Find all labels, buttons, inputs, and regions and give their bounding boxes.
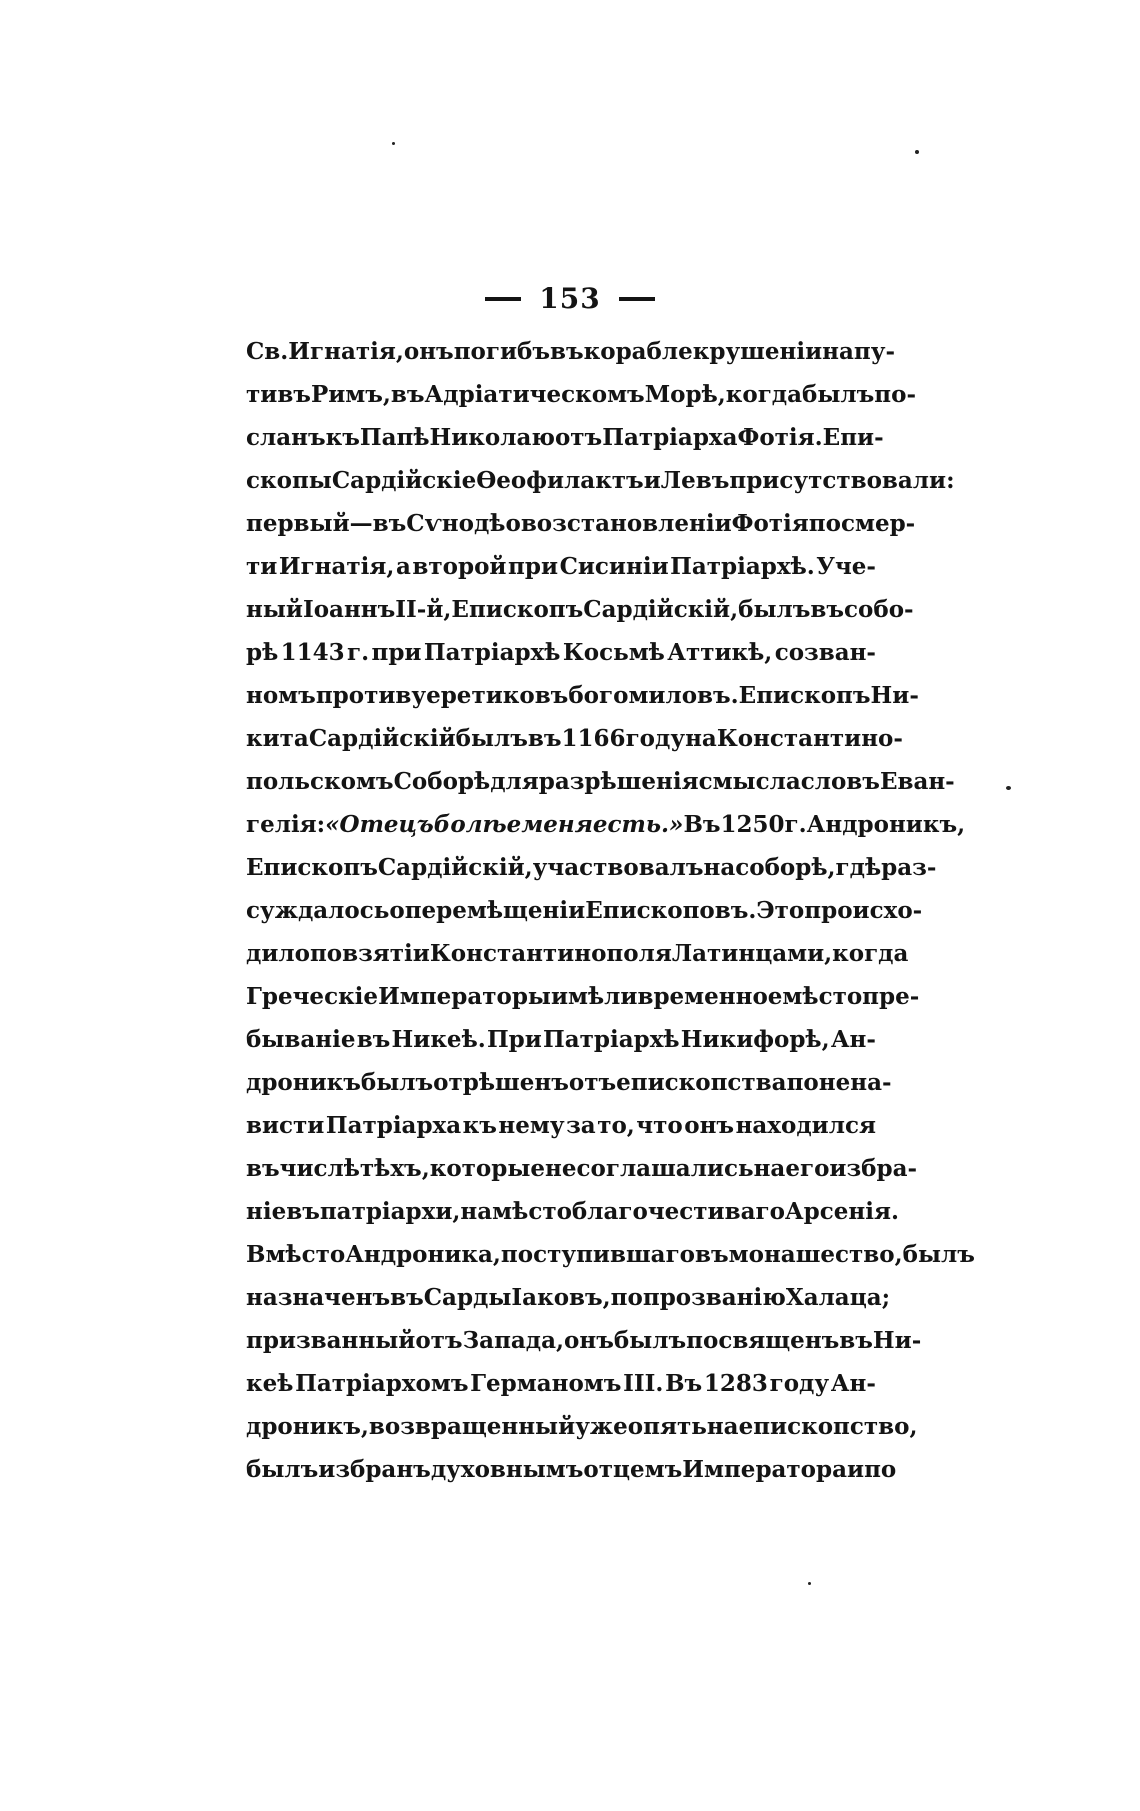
text-line: ный Іоаннъ II-й, Епископъ Сардійскій, былъ въ собо- xyxy=(246,596,914,623)
text-line: назначенъ въ Сарды Іаковъ, по прозванію Халаца; xyxy=(246,1284,891,1311)
text-line: гелія: «Отецъ болѣе меня есть.» Въ 1250 г. Андроникъ, xyxy=(246,811,966,838)
page-number: 153 xyxy=(539,282,601,315)
text-line: сланъ къ Папѣ Николаю отъ Патріарха Фотія. Епи- xyxy=(246,424,884,451)
text-line: дило по взятіи Константинополя Латинцами, когда xyxy=(246,940,909,967)
text-line: ти въ Римъ, въ Адріатическомъ Морѣ, когда былъ по- xyxy=(246,381,917,408)
text-line: ніе въ патріархи, на мѣсто благочестиваго Арсенія. xyxy=(246,1198,899,1225)
body-text xyxy=(246,330,975,1491)
text-line: первый — въ Сѵнодѣ о возстановленіи Фотія по смер- xyxy=(246,510,916,537)
right-dash xyxy=(619,297,655,301)
text-line: Епископъ Сардійскій, участвовалъ на соборѣ, гдѣ раз- xyxy=(246,854,937,881)
text-line: висти Патріарха къ нему за то, что онъ находился xyxy=(246,1112,876,1139)
text-line: дроникъ былъ отрѣшенъ отъ епископства по нена- xyxy=(246,1069,892,1096)
left-dash xyxy=(485,297,521,301)
text-line: дроникъ, возвращенный уже опять на епископство, xyxy=(246,1413,918,1440)
text-line: призванный отъ Запада, онъ былъ посвященъ въ Ни- xyxy=(246,1327,922,1354)
text-line: польскомъ Соборѣ для разрѣшенія смысла словъ Еван- xyxy=(246,768,955,795)
page-number-header xyxy=(0,282,1140,315)
text-line: номъ противу еретиковъ богомиловъ. Епископъ Ни- xyxy=(246,682,919,709)
text-line: былъ избранъ духовнымъ отцемъ Императора и по xyxy=(246,1456,897,1483)
scan-speck xyxy=(915,150,919,154)
text-line: ти Игнатія, а второй при Сисиніи Патріархѣ. Уче- xyxy=(246,553,876,580)
scan-speck xyxy=(392,142,395,145)
text-line: Св. Игнатія, онъ погибъ въ кораблекрушеніи на пу- xyxy=(246,338,896,365)
text-line: рѣ 1143 г. при Патріархѣ Косьмѣ Аттикѣ, созван- xyxy=(246,639,876,666)
text-line: въ числѣ тѣхъ, которые не соглашались на его избра- xyxy=(246,1155,918,1182)
text-line: бываніе въ Никеѣ. При Патріархѣ Никифорѣ, Ан- xyxy=(246,1026,876,1053)
scan-speck xyxy=(1006,786,1011,790)
text-line: кита Сардійскій былъ въ 1166 году на Константино- xyxy=(246,725,903,752)
text-line: суждалось о перемѣщеніи Епископовъ. Это происхо- xyxy=(246,897,923,924)
text-line: Вмѣсто Андроника, поступившаго въ монашество, былъ xyxy=(246,1241,975,1268)
text-line: кеѣ Патріархомъ Германомъ III. Въ 1283 году Ан- xyxy=(246,1370,876,1397)
text-line: Греческіе Императоры имѣли временное мѣстопре- xyxy=(246,983,920,1010)
text-line: скопы Сардійскіе Ѳеофилактъ и Левъ присутствовали: xyxy=(246,467,955,494)
scan-speck xyxy=(808,1582,811,1585)
